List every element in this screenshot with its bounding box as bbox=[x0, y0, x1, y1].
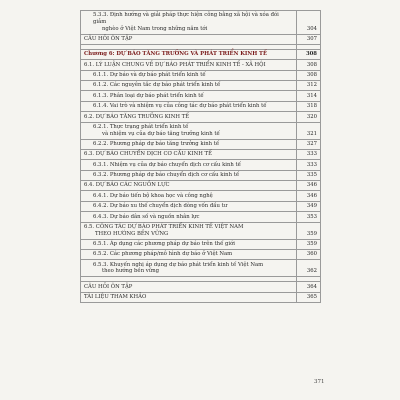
toc-entry-line: CÂU HỎI ÔN TẬP bbox=[84, 35, 133, 42]
toc-entry-title bbox=[81, 150, 297, 159]
toc-entry-title bbox=[81, 181, 297, 190]
toc-entry-line: THEO HƯỚNG BỀN VỮNG bbox=[95, 230, 169, 237]
toc-entry-page: 308 bbox=[306, 61, 317, 68]
toc-subsection-row bbox=[81, 91, 320, 101]
toc-subsection-row bbox=[81, 123, 320, 140]
toc-section-row bbox=[81, 293, 320, 303]
toc-entry-title bbox=[81, 35, 297, 44]
toc-entry-title bbox=[81, 60, 297, 69]
toc-subsection-row bbox=[81, 160, 320, 170]
toc-entry-line: 6.4.1. Dự báo tiến bộ khoa học và công nghệ bbox=[93, 192, 213, 199]
toc-entry-line: 6.1.1. Dự báo và dự báo phát triển kinh tế bbox=[93, 72, 206, 79]
toc-entry-line: 6.1.2. Các nguyên tắc dự báo phát triển kinh tế bbox=[93, 82, 221, 89]
toc-entry-page: 321 bbox=[306, 130, 317, 137]
toc-entry-page: 308 bbox=[306, 72, 317, 79]
toc-entry-line: TÀI LIỆU THAM KHẢO bbox=[84, 293, 147, 300]
toc-entry-line: CÂU HỎI ÔN TẬP bbox=[84, 283, 133, 290]
toc-entry-title bbox=[81, 260, 297, 276]
toc-section-row bbox=[81, 181, 320, 191]
toc-section-row bbox=[81, 150, 320, 160]
toc-entry-page: 318 bbox=[306, 103, 317, 110]
toc-entry-page: 327 bbox=[306, 140, 317, 147]
toc-section-row bbox=[81, 60, 320, 70]
toc-entry-line: nghèo ở Việt Nam trong những năm tới bbox=[102, 25, 208, 32]
toc-entry-line: Chương 6: DỰ BÁO TĂNG TRƯỞNG VÀ PHÁT TRIỂN KINH TẾ bbox=[84, 51, 268, 58]
toc-entry-line: 6.1.3. Phân loại dự báo phát triển kinh tế bbox=[93, 92, 204, 99]
toc-entry-line: và nhiệm vụ của dự báo tăng trưởng kinh tế bbox=[102, 130, 220, 137]
page-number: 371 bbox=[314, 379, 325, 385]
toc-entry-line: 6.4.3. Dự báo dân số và nguồn nhân lực bbox=[93, 213, 200, 220]
toc-entry-page: 333 bbox=[306, 161, 317, 168]
toc-entry-line: 6.2.2. Phương pháp dự báo tăng trưởng kinh tế bbox=[93, 140, 220, 147]
toc-entry-title bbox=[81, 160, 297, 169]
toc-entry-page: 353 bbox=[306, 213, 317, 220]
toc-section-row bbox=[81, 35, 320, 45]
toc-entry-title bbox=[81, 202, 297, 211]
toc-entry-page: 346 bbox=[306, 182, 317, 189]
toc-subsection-row bbox=[81, 71, 320, 81]
toc-entry-line: 6.1.4. Vai trò và nhiệm vụ của công tác dự báo phát triển kinh tế bbox=[93, 103, 267, 110]
toc-entry-page: 365 bbox=[306, 293, 317, 300]
toc-entry-line: theo hướng bền vững bbox=[102, 268, 159, 275]
toc-entry-page: 307 bbox=[306, 35, 317, 42]
toc-entry-page: 308 bbox=[305, 51, 317, 58]
toc-entry-line: 6.5.2. Các phương pháp/mô hình dự báo ở Việt Nam bbox=[93, 251, 233, 258]
toc-entry-title bbox=[81, 11, 297, 34]
toc-entry-title bbox=[81, 282, 297, 291]
toc-entry-page: 360 bbox=[306, 251, 317, 258]
toc-entry-line: 6.5. CÔNG TÁC DỰ BÁO PHÁT TRIỂN KINH TẾ VIỆT NAM bbox=[84, 223, 244, 230]
toc-entry-line: 6.3.2. Phương pháp dự báo chuyển dịch cơ cấu kinh tế bbox=[93, 172, 240, 179]
toc-entry-line: 6.2. DỰ BÁO TĂNG TRƯỞNG KINH TẾ bbox=[84, 113, 190, 120]
toc-entry-line: 6.3. DỰ BÁO CHUYỂN DỊCH CƠ CẤU KINH TẾ bbox=[84, 151, 212, 158]
toc-entry-title bbox=[81, 223, 297, 239]
toc-entry-title bbox=[81, 212, 297, 221]
table-of-contents bbox=[80, 10, 321, 303]
toc-entry-page: 304 bbox=[306, 25, 317, 32]
toc-entry-line: 6.2.1. Thực trạng phát triển kinh tế bbox=[93, 123, 189, 130]
toc-entry-title bbox=[81, 171, 297, 180]
toc-entry-page: 364 bbox=[306, 283, 317, 290]
toc-subsection-row bbox=[81, 191, 320, 201]
toc-entry-title bbox=[81, 81, 297, 90]
toc-entry-title bbox=[81, 91, 297, 100]
toc-entry-line: 6.1. LÝ LUẬN CHUNG VỀ DỰ BÁO PHÁT TRIỂN KINH TẾ - XÃ HỘI bbox=[84, 61, 266, 68]
toc-section-row bbox=[81, 223, 320, 240]
toc-entry-title bbox=[81, 140, 297, 149]
toc-entry-title bbox=[81, 112, 297, 121]
toc-entry-line: 5.3.3. Định hướng và giải pháp thực hiện công bằng xã hội và xóa đói giảm bbox=[93, 12, 279, 25]
toc-entry-title bbox=[81, 123, 297, 139]
toc-entry-title bbox=[81, 50, 297, 59]
toc-entry-title bbox=[81, 293, 297, 302]
toc-subsection-row bbox=[81, 212, 320, 222]
toc-entry-page: 349 bbox=[306, 203, 317, 210]
toc-subsection-row bbox=[81, 202, 320, 212]
toc-subsection-row bbox=[81, 140, 320, 150]
toc-entry-page: 359 bbox=[306, 230, 317, 237]
toc-entry-line: 6.5.1. Áp dụng các phương pháp dự báo trên thế giới bbox=[93, 240, 235, 247]
toc-entry-page: 320 bbox=[306, 113, 317, 120]
toc-entry-line: 6.4. DỰ BÁO CÁC NGUỒN LỰC bbox=[84, 182, 170, 189]
toc-entry-page: 359 bbox=[306, 240, 317, 247]
toc-entry-title bbox=[81, 240, 297, 249]
toc-section-row bbox=[81, 112, 320, 122]
toc-entry-line: 6.4.2. Dự báo xu thế chuyển dịch dòng vốn đầu tư bbox=[93, 203, 228, 210]
toc-entry-title bbox=[81, 191, 297, 200]
toc-section-row bbox=[81, 282, 320, 292]
toc-subsection-row bbox=[81, 260, 320, 277]
toc-subsection-row bbox=[81, 102, 320, 112]
toc-entry-line: 6.5.3. Khuyến nghị áp dụng dự báo phát triển kinh tế Việt Nam bbox=[93, 261, 264, 268]
toc-entry-page: 312 bbox=[306, 82, 317, 89]
toc-subsection-row bbox=[81, 11, 320, 35]
toc-entry-title bbox=[81, 102, 297, 111]
toc-entry-page: 335 bbox=[306, 172, 317, 179]
toc-entry-page: 346 bbox=[306, 192, 317, 199]
toc-subsection-row bbox=[81, 250, 320, 260]
toc-entry-page: 333 bbox=[306, 151, 317, 158]
toc-entry-title bbox=[81, 71, 297, 80]
toc-entry-line: 6.3.1. Nhiệm vụ của dự báo chuyển dịch cơ cấu kinh tế bbox=[93, 161, 241, 168]
toc-entry-page: 362 bbox=[306, 268, 317, 275]
toc-entry-page: 314 bbox=[306, 92, 317, 99]
toc-chapter-row bbox=[81, 50, 320, 60]
toc-subsection-row bbox=[81, 240, 320, 250]
toc-entry-title bbox=[81, 250, 297, 259]
toc-subsection-row bbox=[81, 171, 320, 181]
toc-subsection-row bbox=[81, 81, 320, 91]
